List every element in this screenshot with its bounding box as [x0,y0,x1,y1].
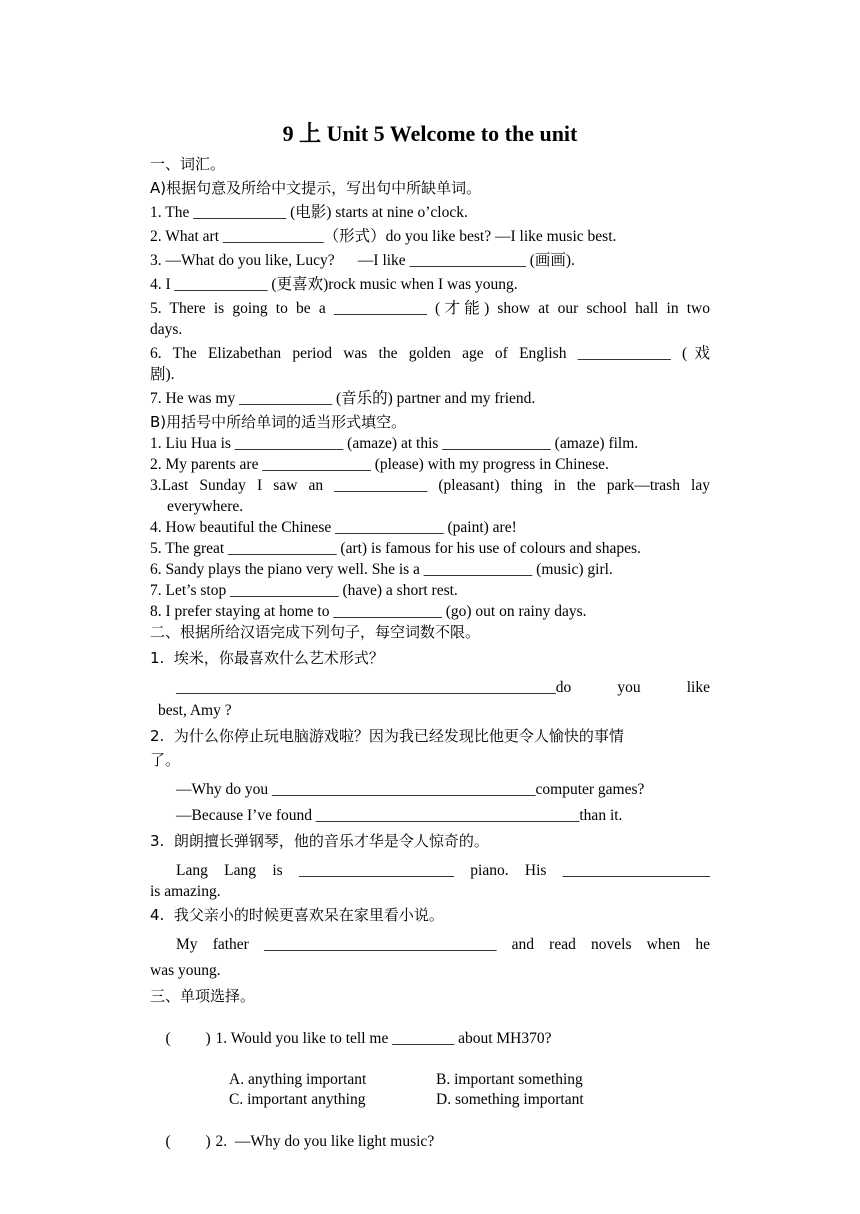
question-en: _________________________________________________do you like [176,679,710,696]
option-b: B. important something [436,1071,583,1088]
question-en: My father ______________________________ and read novels when he [176,936,710,953]
list-item: 6. Sandy plays the piano very well. She is a ______________ (music) girl. [150,561,613,578]
list-item: 7. Let’s stop ______________ (have) a short rest. [150,582,458,599]
question-en-continuation: was young. [150,962,221,979]
list-item: 4. How beautiful the Chinese ______________ (paint) are! [150,519,517,536]
page-title: 9 上 Unit 5 Welcome to the unit [282,121,578,146]
list-item: 6. The Elizabethan period was the golden age of English ____________ (戏 [150,345,710,362]
question-en-continuation: is amazing. [150,883,221,900]
worksheet [150,120,710,1173]
list-item: 5. The great ______________ (art) is famous for his use of colours and shapes. [150,540,641,557]
question-en: Lang Lang is ____________________ piano. His ___________________ [176,862,710,879]
question-cn-continuation: 了。 [150,751,181,769]
list-item: 8. I prefer staying at home to ______________ (go) out on rainy days. [150,603,587,620]
option-d: D. something important [436,1091,584,1108]
list-item: 3. —What do you like, Lucy? —I like _______________ (画画). [150,252,575,269]
list-item: 2. My parents are ______________ (please) with my progress in Chinese. [150,456,609,473]
question-cn: 1. 埃米，你最喜欢什么艺术形式？ [150,649,384,667]
list-item: 2. What art _____________（形式）do you like best? —I like music best. [150,228,617,245]
question-cn: 4. 我父亲小的时候更喜欢呆在家里看小说。 [150,906,444,924]
list-item-continuation: everywhere. [167,498,244,515]
list-item: 5. There is going to be a ____________ (才能) show at our school hall in two [150,300,710,317]
section2-heading: 二、根据所给汉语完成下列句子，每空词数不限。 [150,623,481,641]
section1-heading: 一、词汇。 [150,155,226,173]
list-item-continuation: days. [150,321,183,338]
list-item: 7. He was my ____________ (音乐的) partner and my friend. [150,390,536,407]
list-item: 4. I ____________ (更喜欢)rock music when I was young. [150,276,518,293]
question-en: —Why do you __________________________________computer games? [176,781,645,798]
mc-question-stem: 1. Would you like to tell me ________ about MH370? [215,1030,552,1047]
mc-question [150,1007,710,1070]
partB-heading: B)用括号中所给单词的适当形式填空。 [150,413,407,431]
option-a: A. anything important [229,1071,367,1088]
list-item-continuation: 剧). [150,366,175,383]
list-item: 1. Liu Hua is ______________ (amaze) at this ______________ (amaze) film. [150,435,639,452]
answer-bracket[interactable]: ( ) [165,1133,211,1150]
question-cn: 2. 为什么你停止玩电脑游戏啦？因为我已经发现比他更令人愉快的事情 [150,727,624,745]
question-cn: 3. 朗朗擅长弹钢琴，他的音乐才华是令人惊奇的。 [150,832,489,850]
answer-bracket[interactable]: ( ) [165,1030,211,1047]
question-en: —Because I’ve found __________________________________than it. [176,807,623,824]
mc-question-stem: 2. —Why do you like light music? [215,1133,435,1150]
option-c: C. important anything [229,1091,366,1108]
question-en-continuation: best, Amy ? [158,702,232,719]
mc-options [150,1070,710,1110]
list-item: 1. The ____________ (电影) starts at nine o’clock. [150,204,468,221]
partA-heading: A)根据句意及所给中文提示，写出句中所缺单词。 [150,179,482,197]
list-item: 3.Last Sunday I saw an ____________ (pleasant) thing in the park—trash lay [150,477,710,494]
mc-question [150,1110,710,1173]
section3-heading: 三、单项选择。 [150,987,256,1005]
